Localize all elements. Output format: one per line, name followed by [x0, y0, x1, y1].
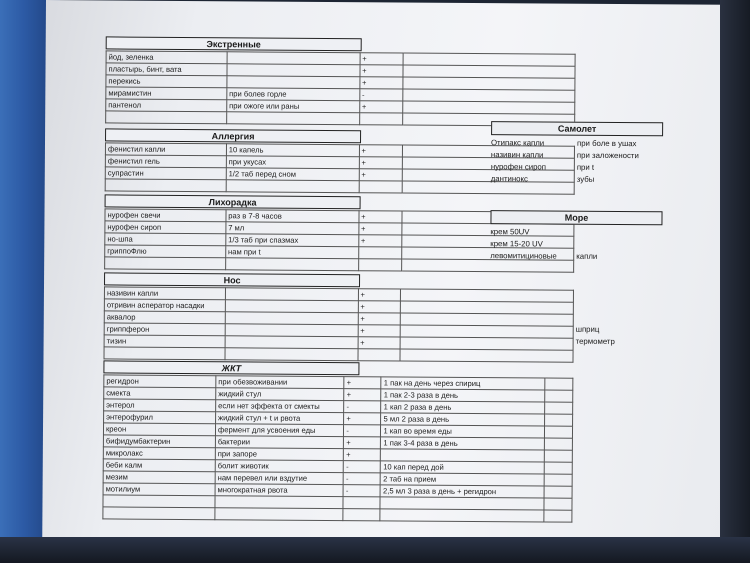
- medicine-note: [225, 324, 358, 337]
- empty-cell: [544, 414, 572, 426]
- medicine-name: фенистил гель: [105, 155, 226, 168]
- medicine-note: [225, 336, 358, 349]
- medicine-note: нам при t: [226, 246, 359, 259]
- medicine-note: 10 капель: [226, 144, 359, 157]
- plane-item: називин капли: [490, 150, 544, 160]
- medicine-name: [105, 257, 226, 270]
- medicine-note: 1/3 таб при спазмах: [226, 234, 359, 247]
- medicine-note: при болев горле: [227, 88, 360, 101]
- availability-mark: +: [358, 325, 401, 337]
- medicine-name: нурофен сироп: [105, 221, 226, 234]
- medicine-note: [225, 288, 358, 301]
- sea-item: крем 15-20 UV: [490, 239, 543, 249]
- medicine-name: отривин асператор насадки: [104, 299, 225, 312]
- availability-mark: [358, 259, 401, 271]
- medicine-note: 7 мл: [226, 222, 359, 235]
- availability-mark: [343, 497, 380, 509]
- medicine-name: энтерол: [104, 399, 216, 412]
- section-header-gi: ЖКТ: [103, 360, 359, 375]
- empty-cell: [544, 402, 572, 414]
- medicine-name: йод, зеленка: [106, 51, 227, 64]
- availability-mark: +: [359, 169, 402, 181]
- dosage: 1 пак на день через спириц: [381, 377, 544, 390]
- empty-cell: [544, 474, 572, 486]
- plane-item: дантинокс: [490, 174, 528, 184]
- medicine-note: [215, 496, 343, 509]
- medicine-note: при ожоге или раны: [227, 100, 360, 113]
- medicine-name: [106, 111, 227, 124]
- medicine-note: фермент для усвоения еды: [215, 424, 343, 437]
- empty-cell: [544, 510, 572, 522]
- availability-mark: +: [344, 449, 381, 461]
- empty-cell: [544, 498, 572, 510]
- plane-note: при t: [576, 162, 595, 172]
- monitor-bezel-bottom: [0, 537, 750, 563]
- spreadsheet-page: [42, 0, 726, 548]
- medicine-name: пластырь, бинт, вата: [106, 63, 227, 76]
- section-header-emergency: Экстренные: [106, 36, 362, 51]
- dosage: 10 кап перед дой: [381, 461, 544, 474]
- medicine-name: мезим: [103, 471, 215, 484]
- availability-mark: -: [344, 461, 381, 473]
- medicine-note: жидкий стул: [216, 388, 344, 401]
- medicine-name: но-шпа: [105, 233, 226, 246]
- medicine-name: мирамистин: [106, 87, 227, 100]
- section-header-sea: Море: [490, 210, 662, 225]
- medicine-note: [227, 76, 360, 89]
- empty-cell: [400, 349, 573, 362]
- availability-mark: +: [359, 211, 402, 223]
- medicine-note: [227, 64, 360, 77]
- availability-mark: [358, 349, 401, 361]
- medicine-note: при укусах: [226, 156, 359, 169]
- medicine-note: бактерии: [215, 436, 343, 449]
- medicine-name: гриппферон: [104, 323, 225, 336]
- medicine-note: многократная рвота: [215, 484, 343, 497]
- medicine-name: регидрон: [104, 375, 216, 388]
- medicine-note: жидкий стул + t и рвота: [216, 412, 344, 425]
- availability-mark: -: [343, 473, 380, 485]
- medicine-name: смекта: [104, 387, 216, 400]
- section-header-allergy: Аллергия: [105, 128, 361, 143]
- availability-mark: +: [359, 157, 402, 169]
- dosage: 1 кап во время еды: [381, 425, 544, 438]
- medicine-name: беби калм: [103, 459, 215, 472]
- availability-mark: +: [358, 337, 401, 349]
- availability-mark: +: [360, 65, 403, 77]
- medicine-note: [215, 508, 343, 521]
- medicine-note: при запоре: [215, 448, 343, 461]
- availability-mark: +: [359, 145, 402, 157]
- plane-note: зубы: [576, 174, 595, 184]
- emergency-table: [105, 50, 575, 126]
- medicine-name: креон: [103, 423, 215, 436]
- medicine-name: микролакс: [103, 447, 215, 460]
- availability-mark: -: [344, 401, 381, 413]
- medicine-name: тизин: [104, 335, 225, 348]
- medicine-name: супрастин: [105, 167, 226, 180]
- dosage: [381, 449, 544, 462]
- extra-item: термометр: [575, 336, 615, 346]
- availability-mark: +: [359, 101, 402, 113]
- medicine-name: мотилиум: [103, 483, 215, 496]
- section-header-nose: Нос: [104, 272, 360, 287]
- section-header-fever: Лихорадка: [105, 194, 361, 209]
- medicine-note: болит животик: [215, 460, 343, 473]
- availability-mark: +: [358, 289, 401, 301]
- sea-item: левомитициновые: [490, 251, 557, 261]
- medicine-name: пантенол: [106, 99, 227, 112]
- empty-cell: [544, 486, 572, 498]
- medicine-name: аквалор: [104, 311, 225, 324]
- medicine-name: гриппоФлю: [105, 245, 226, 258]
- empty-cell: [544, 438, 572, 450]
- monitor-bezel-right: [720, 0, 750, 563]
- medicine-note: раз в 7-8 часов: [226, 210, 359, 223]
- medicine-name: [105, 179, 226, 192]
- availability-mark: +: [344, 389, 381, 401]
- dosage: 2 таб на прием: [381, 473, 544, 486]
- empty-cell: [544, 462, 572, 474]
- availability-mark: +: [344, 413, 381, 425]
- availability-mark: -: [359, 89, 402, 101]
- availability-mark: -: [343, 485, 380, 497]
- availability-mark: +: [358, 313, 401, 325]
- medicine-note: [225, 312, 358, 325]
- dosage: 5 мл 2 раза в день: [381, 413, 544, 426]
- availability-mark: [358, 247, 401, 259]
- dosage: [380, 509, 543, 522]
- empty-cell: [545, 378, 573, 390]
- table-row: [104, 347, 573, 362]
- availability-mark: +: [358, 223, 401, 235]
- gi-table: [102, 374, 573, 522]
- medicine-name: энтерофурил: [104, 411, 216, 424]
- plane-note: при боле в ушах: [576, 138, 637, 149]
- dosage: 2,5 мл 3 раза в день + регидрон: [381, 485, 544, 498]
- availability-mark: -: [344, 425, 381, 437]
- medicine-note: [226, 180, 359, 193]
- availability-mark: +: [360, 53, 403, 65]
- availability-mark: +: [344, 437, 381, 449]
- medicine-note: [225, 258, 358, 271]
- availability-mark: +: [358, 235, 401, 247]
- availability-mark: [359, 181, 402, 193]
- dosage: [380, 497, 543, 510]
- medicine-name: перекись: [106, 75, 227, 88]
- availability-mark: +: [360, 77, 403, 89]
- medicine-note: при обезвоживании: [216, 376, 344, 389]
- dosage: 1 пак 2-3 раза в день: [381, 389, 544, 402]
- medicine-name: нурофен свечи: [105, 209, 226, 222]
- medicine-name: фенистил капли: [105, 143, 226, 156]
- plane-note: при заложености: [576, 150, 639, 161]
- medicine-name: [103, 495, 215, 508]
- medicine-name: бифидумбактерин: [103, 435, 215, 448]
- availability-mark: [359, 113, 402, 125]
- plane-item: нурофен сироп: [490, 162, 547, 172]
- medicine-note: 1/2 таб перед сном: [226, 168, 359, 181]
- medicine-note: нам перевел или вздутие: [215, 472, 343, 485]
- medicine-name: [104, 347, 225, 360]
- availability-mark: [343, 509, 380, 521]
- availability-mark: +: [358, 301, 401, 313]
- dosage: 1 кап 2 раза в день: [381, 401, 544, 414]
- medicine-note: [225, 300, 358, 313]
- medicine-note: [225, 348, 358, 361]
- extra-item: шприц: [575, 324, 600, 334]
- medicine-name: [103, 507, 215, 520]
- sea-note: капли: [576, 251, 598, 261]
- sea-item: крем 50UV: [490, 227, 530, 237]
- section-header-plane: Самолет: [491, 121, 663, 136]
- medicine-note: [227, 52, 360, 65]
- empty-cell: [544, 426, 572, 438]
- empty-cell: [544, 450, 572, 462]
- empty-cell: [545, 390, 573, 402]
- dosage: 1 пак 3-4 раза в день: [381, 437, 544, 450]
- plane-item: Отипакс капли: [490, 138, 545, 148]
- table-row: [103, 507, 572, 522]
- availability-mark: +: [344, 377, 381, 389]
- medicine-note: [226, 112, 359, 125]
- medicine-note: если нет эффекта от смекты: [216, 400, 344, 413]
- medicine-name: називин капли: [104, 287, 225, 300]
- side-lists: [488, 121, 669, 346]
